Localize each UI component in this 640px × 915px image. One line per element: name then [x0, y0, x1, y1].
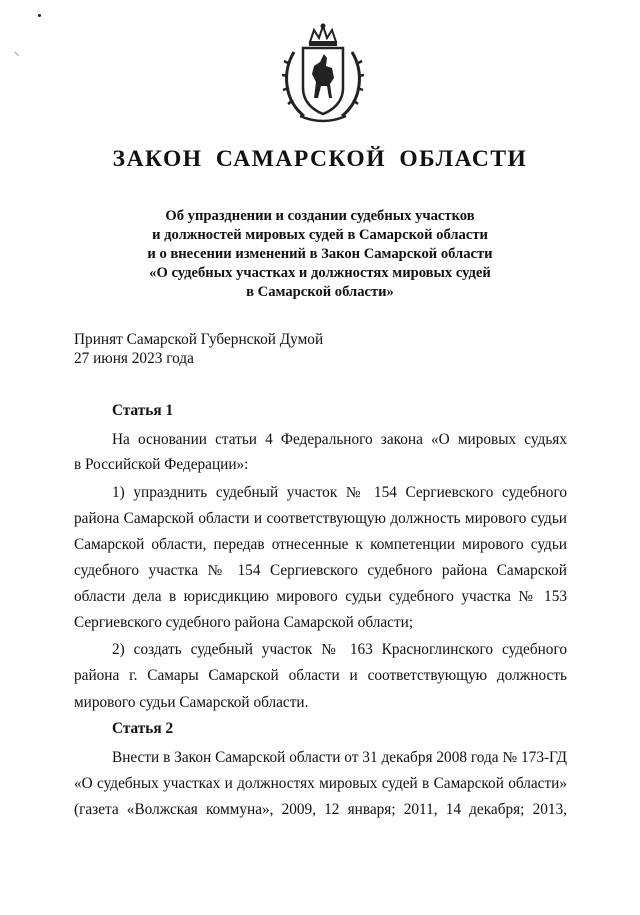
law-title: ЗАКОН САМАРСКОЙ ОБЛАСТИ [112, 146, 528, 172]
article-1-line: 2) создать судебный участок № 163 Красноглинского судебного [112, 641, 567, 658]
article-1-line: района г. Самары Самарской области и соответствующую должность [74, 667, 567, 684]
article-1-line: области дела в юрисдикцию мирового судьи судебного участка № 153 [74, 588, 567, 605]
adopted-by: Принят Самарской Губернской Думой [74, 331, 324, 348]
subtitle-line: в Самарской области» [246, 284, 394, 300]
article-2-line: «О судебных участках и должностях мировых судей в Самарской области» [74, 775, 567, 792]
coat-of-arms-icon [280, 22, 366, 126]
subtitle-line: Об упразднении и создании судебных участков [165, 208, 475, 224]
article-1-heading: Статья 1 [112, 402, 174, 419]
article-1-line: района Самарской области и соответствующую должность мирового судьи [74, 510, 567, 527]
article-1-line: мирового судьи Самарской области. [74, 694, 309, 711]
scan-mark [38, 14, 41, 17]
article-1-line: судебного участка № 154 Сергиевского судебного района Самарской [74, 562, 567, 579]
article-2-line: (газета «Волжская коммуна», 2009, 12 января; 2011, 14 декабря; 2013, [74, 801, 567, 818]
article-2-heading: Статья 2 [112, 720, 174, 737]
margin-mark: ⸜ [14, 46, 20, 58]
subtitle-line: и о внесении изменений в Закон Самарской области [147, 246, 493, 262]
adopted-date: 27 июня 2023 года [74, 350, 194, 367]
law-subtitle [0, 207, 640, 302]
article-1-line: 1) упразднить судебный участок № 154 Сергиевского судебного [112, 484, 567, 501]
article-1-line: Сергиевского судебного района Самарской области; [74, 614, 414, 631]
article-2-line: Внести в Закон Самарской области от 31 декабря 2008 года № 173-ГД [112, 749, 567, 766]
article-1-line: На основании статьи 4 Федерального закона «О мировых судьях [112, 431, 567, 448]
article-1-line: Самарской области, передав отнесенные к компетенции мирового судьи [74, 536, 567, 553]
subtitle-line: и должностей мировых судей в Самарской области [152, 227, 488, 243]
subtitle-line: «О судебных участках и должностях мировых судей [149, 265, 491, 281]
article-1-line: в Российской Федерации»: [74, 456, 249, 473]
adoption-info [74, 330, 323, 368]
